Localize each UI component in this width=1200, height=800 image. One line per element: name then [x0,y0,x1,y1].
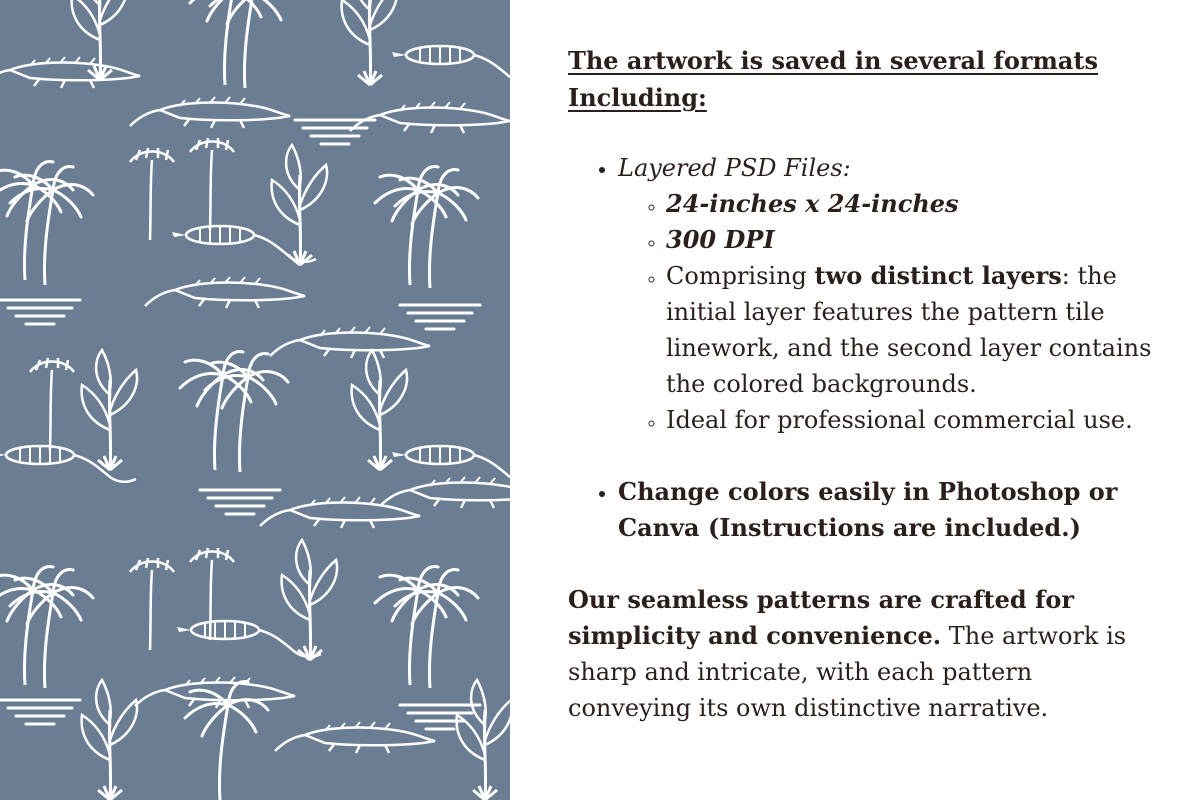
layers-bold: two distinct layers [814,261,1062,290]
formats-heading [568,42,1160,116]
dpi-text: 300 DPI [666,225,775,254]
commercial-text: Ideal for professional commercial use. [666,406,1133,434]
size-text: 24-inches x 24-inches [666,189,959,218]
heading-line-2: Including: [568,83,707,112]
colors-text: Change colors easily in Photoshop or Canva (Instructions are included.) [618,477,1118,542]
closing-bold: Our seamless patterns are crafted for simplicity and convenience. [568,585,1075,650]
layers-prefix: Comprising [666,262,815,290]
sub-item-dpi [666,222,1160,258]
closing-paragraph [568,582,1160,726]
list-item-colors [618,474,1160,546]
psd-label: Layered PSD Files: [618,154,851,182]
list-item-psd [618,150,1160,438]
formats-list [568,150,1160,546]
sub-item-size [666,186,1160,222]
closing-regular: The artwork is sharp and intricate, with each pattern conveying its own distinctive narrative. [568,622,1127,722]
pattern-preview [0,0,510,800]
layers-suffix: : the initial layer features the pattern tile linework, and the second layer contains the colored backgrounds. [666,262,1152,398]
tropical-pattern-illustration [0,0,510,800]
description-panel [510,0,1200,800]
sub-item-layers [666,258,1160,402]
heading-line-1: The artwork is saved in several formats [568,46,1099,75]
sub-item-commercial [666,402,1160,438]
psd-details-list [618,186,1160,438]
